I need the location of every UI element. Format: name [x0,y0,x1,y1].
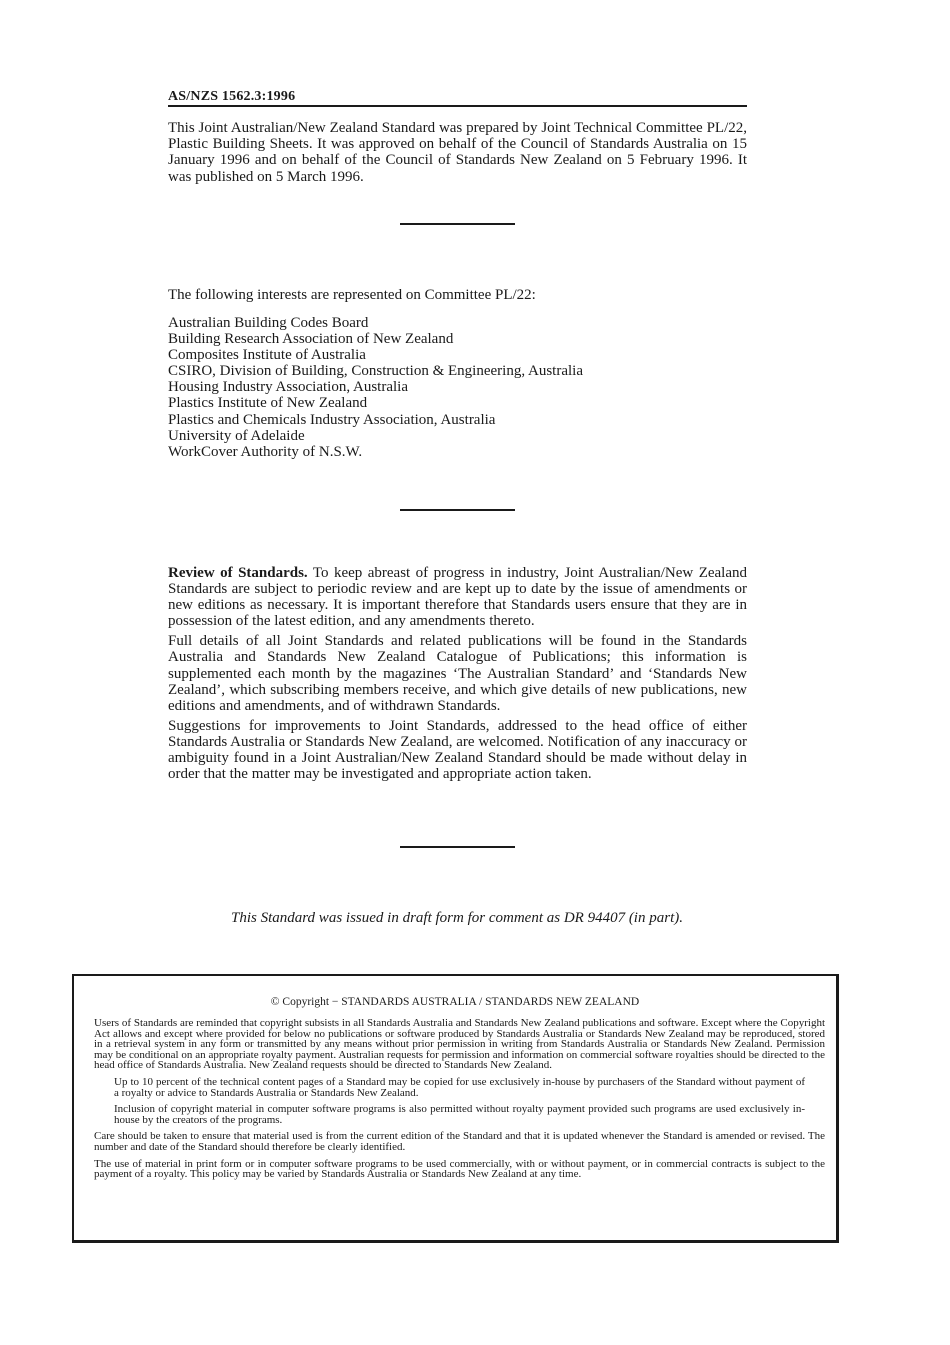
copyright-paragraph: The use of material in print form or in computer software programs to be used commercially, with or without payment, or in commercial contracts is subject to the payment of a royalty. This policy may be varied by Standards Australia or Standards New Zealand at any time. [94,1157,825,1181]
copyright-body [94,1018,825,1186]
list-item: Composites Institute of Australia [168,347,366,364]
committee-organization-list [168,315,583,460]
copyright-paragraph: Users of Standards are reminded that copyright subsists in all Standards Australia and Standards New Zealand publications and software. Except where the Copyright Act allows and except where provided for below no publications or software produced by Standards Australia or Standards New Zealand may be reproduced, stored in a retrieval system in any form or transmitted by any means without prior permission in writing from Standards Australia or Standards New Zealand. Permission may be conditional on an appropriate royalty payment. Australian requests for permission and information on commercial software royalties should be directed to the head office of Standards Australia. New Zealand requests should be directed to Standards New Zealand. [94,1017,825,1072]
draft-note: This Standard was issued in draft form for comment as DR 94407 (in part). [231,910,683,926]
review-paragraph-text: To keep abreast of progress in industry, Joint Australian/New Zealand Standards are subject to periodic review and are kept up to date by the issue of amendments or new editions as necessary. It is important therefore that Standards users ensure that they are in possession of the latest edition, and any amendments thereto. [168,565,747,630]
list-item: CSIRO, Division of Building, Construction & Engineering, Australia [168,363,583,380]
list-item: Australian Building Codes Board [168,315,369,331]
list-item: Plastics and Chemicals Industry Association, Australia [168,411,496,428]
review-paragraph: Full details of all Joint Standards and related publications will be found in the Standards Australia and Standards New Zealand Catalogue of Publications; this information is supplemented each month by the magazines ‘The Australian Standard’ and ‘Standards New Zealand’, which subscribing members receive, and which give details of new publications, new editions and amendments, and of withdrawn Standards. [168,633,747,714]
committee-intro: The following interests are represented on Committee PL/22: [168,287,536,303]
section-separator [400,509,515,511]
list-item: Plastics Institute of New Zealand [168,395,368,412]
copyright-paragraph: Inclusion of copyright material in computer software programs is also permitted without royalty payment provided such programs are used exclusively in-house by the creators of the programs. [114,1103,805,1126]
review-paragraph: Suggestions for improvements to Joint Standards, addressed to the head office of either Standards Australia or Standards New Zealand, are welcomed. Notification of any inaccuracy or ambiguity found in a Joint Australian/New Zealand Standard should be made without delay in order that the matter may be investigated and appropriate action taken. [168,717,747,783]
list-item: WorkCover Authority of N.S.W. [168,443,363,460]
review-of-standards-section [168,565,747,786]
section-separator [400,223,515,225]
list-item: Building Research Association of New Zealand [168,331,454,348]
review-paragraph [168,565,747,629]
copyright-paragraph: Up to 10 percent of the technical content pages of a Standard may be copied for use exclusively in-house by purchasers of the Standard without payment of a royalty or advice to Standards Australia or Standards New Zealand. [114,1075,805,1099]
review-heading: Review of Standards. [168,565,308,581]
preparation-statement: This Joint Australian/New Zealand Standard was prepared by Joint Technical Committee PL/22, Plastic Building Sheets. It was approved on behalf of the Council of Standards Australia on 15 January 1996 and on behalf of the Council of Standards New Zealand on 5 February 1996. It was published on 5 March 1996. [168,120,747,185]
header-rule [168,105,747,107]
section-separator [400,846,515,848]
list-item: Housing Industry Association, Australia [168,379,408,396]
list-item: University of Adelaide [168,427,305,444]
copyright-notice-box [72,974,839,1243]
copyright-paragraph: Care should be taken to ensure that material used is from the current edition of the Standard and that it is updated whenever the Standard is amended or revised. The number and date of the Standard should therefore be clearly identified. [94,1130,825,1153]
copyright-title: © Copyright − STANDARDS AUSTRALIA / STANDARDS NEW ZEALAND [270,996,640,1008]
standard-identifier: AS/NZS 1562.3:1996 [168,89,296,104]
